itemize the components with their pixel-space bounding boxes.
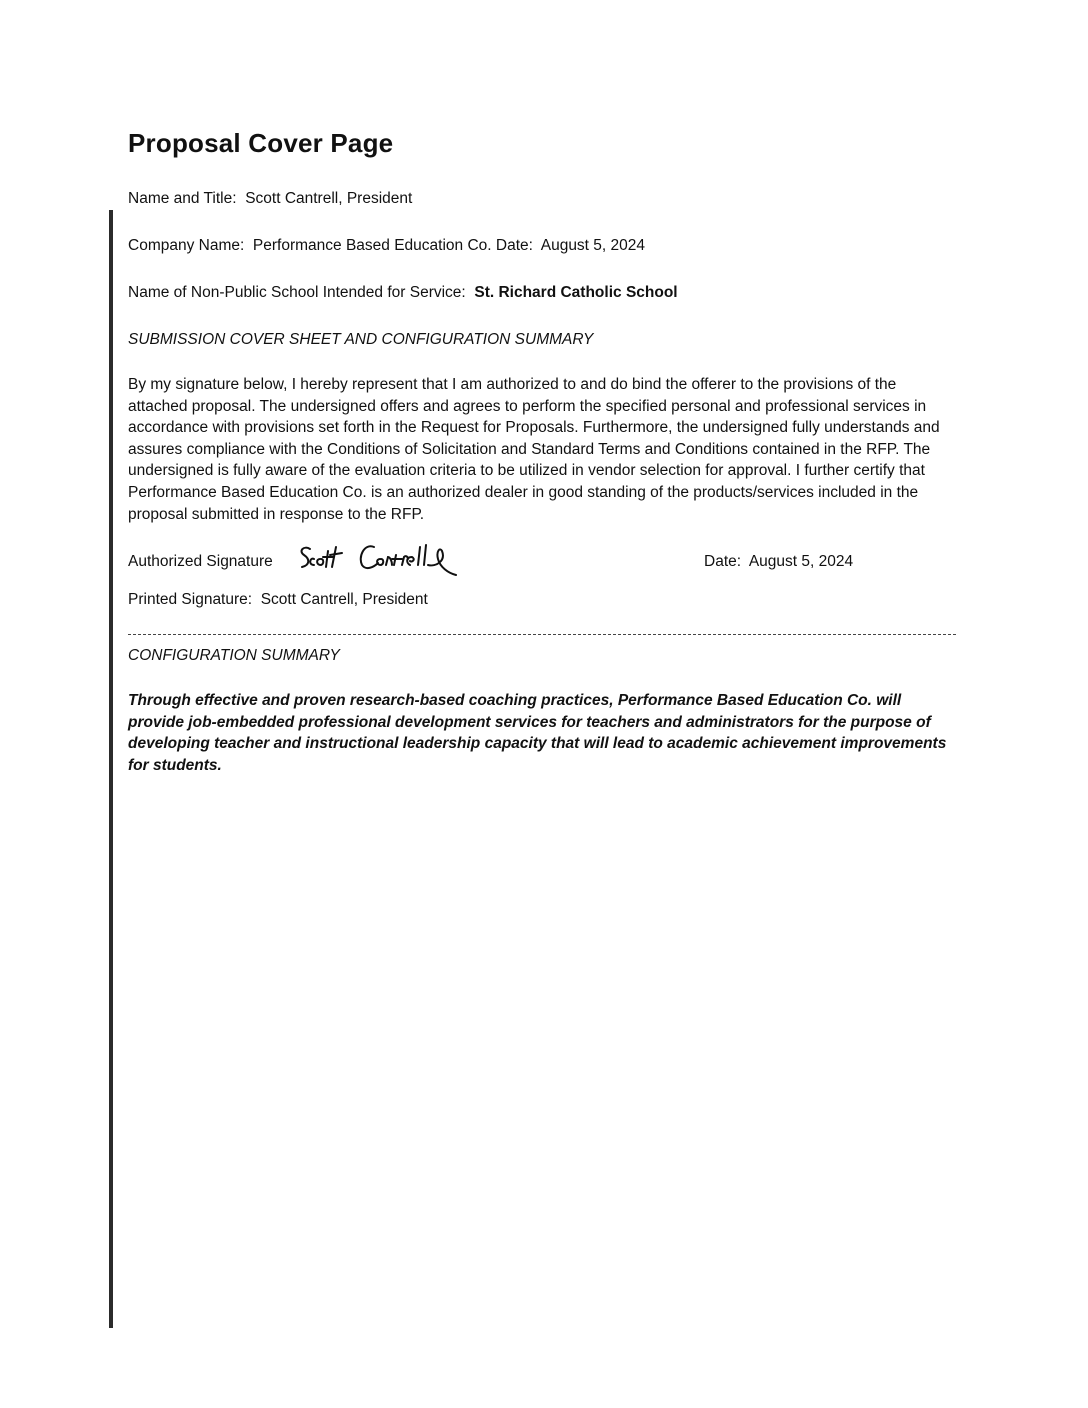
date-value: August 5, 2024 (540, 237, 646, 254)
school-value: St. Richard Catholic School (474, 284, 678, 301)
left-margin-bar (109, 210, 113, 1328)
signature-date-label: Date: (704, 553, 742, 571)
printed-signature-line (128, 589, 958, 610)
document-body (128, 128, 958, 777)
name-title-value: Scott Cantrell, President (245, 190, 413, 207)
school-label: Name of Non-Public School Intended for Service: (128, 284, 466, 301)
name-title-line (128, 188, 958, 209)
handwritten-signature (296, 537, 480, 577)
signature-date-value: August 5, 2024 (748, 553, 854, 571)
configuration-summary: Through effective and proven research-based coaching practices, Performance Based Education Co. will provide job-embedded professional development services for teachers and administrators for the purpose of developing teacher and instructional leadership capacity that will lead to academic achievement improvements for students. (128, 692, 947, 774)
company-label: Company Name: (128, 237, 245, 254)
authorized-signature-label: Authorized Signature (128, 553, 273, 571)
page-title: Proposal Cover Page (128, 128, 394, 158)
company-line (128, 235, 958, 256)
name-title-label: Name and Title: (128, 190, 237, 207)
printed-signature-label: Printed Signature: (128, 591, 253, 609)
school-line (128, 282, 958, 303)
certification-paragraph: By my signature below, I hereby represent that I am authorized to and do bind the offerer to the provisions of the attached proposal. The undersigned offers and agrees to perform the specified personal and professional services in accordance with provisions set forth in the Request for Proposals. Furthermore, the undersigned fully understands and assures compliance with the Conditions of Solicitation and Standard Terms and Conditions contained in the RFP. The undersigned is fully aware of the evaluation criteria to be utilized in vendor selection for approval. I further certify that Performance Based Education Co. is an authorized dealer in good standing of the products/services included in the proposal submitted in response to the RFP. (128, 376, 940, 523)
configuration-heading: CONFIGURATION SUMMARY (128, 647, 340, 665)
signature-date-line (704, 551, 853, 572)
date-label: Date: (495, 237, 533, 254)
submission-heading: SUBMISSION COVER SHEET AND CONFIGURATION SUMMARY (128, 331, 594, 348)
company-value: Performance Based Education Co. (252, 237, 492, 254)
signature-row (128, 537, 958, 573)
printed-signature-value: Scott Cantrell, President (260, 591, 428, 609)
